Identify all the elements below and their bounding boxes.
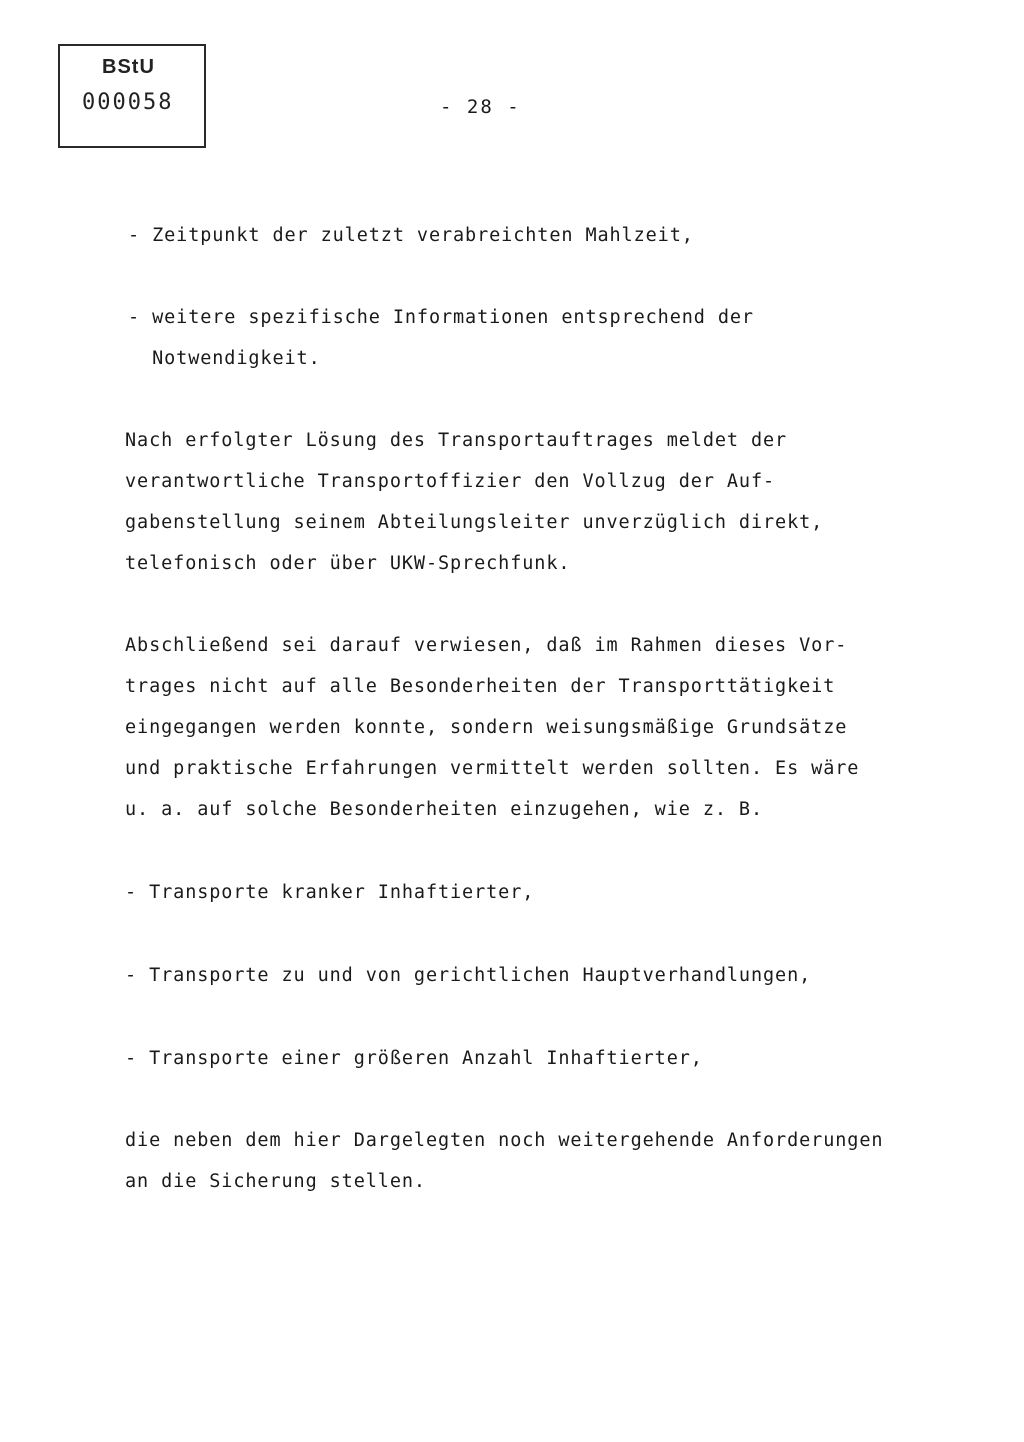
text-line: trages nicht auf alle Besonderheiten der Transporttätigkeit [125,676,836,697]
text-line: gabenstellung seinem Abteilungsleiter unverzüglich direkt, [125,512,824,533]
text-line: - Transporte kranker Inhaftierter, [125,882,535,903]
text-line: an die Sicherung stellen. [125,1171,426,1192]
text-line: telefonisch oder über UKW-Sprechfunk. [125,553,571,574]
text-line: eingegangen werden konnte, sondern weisungsmäßige Grundsätze [125,717,848,738]
page-number: - 28 - [440,96,521,118]
text-line: die neben dem hier Dargelegten noch weitergehende Anforderungen [125,1130,884,1151]
text-line: - Transporte zu und von gerichtlichen Hauptverhandlungen, [125,965,812,986]
text-line: - Transporte einer größeren Anzahl Inhaftierter, [125,1048,703,1069]
text-line: u. a. auf solche Besonderheiten einzugehen, wie z. B. [125,799,764,820]
text-line: - weitere spezifische Informationen entsprechend der [128,307,754,328]
stamp-title: BStU [102,56,155,78]
text-line: und praktische Erfahrungen vermittelt werden sollten. Es wäre [125,758,860,779]
text-line: Nach erfolgter Lösung des Transportauftrages meldet der [125,430,788,451]
text-line: verantwortliche Transportoffizier den Vollzug der Auf- [125,471,776,492]
archive-stamp [58,44,206,148]
text-line: Abschließend sei darauf verwiesen, daß im Rahmen dieses Vor- [125,635,848,656]
text-line: Notwendigkeit. [128,348,321,369]
text-line: - Zeitpunkt der zuletzt verabreichten Mahlzeit, [128,225,694,246]
stamp-number: 000058 [82,90,174,115]
